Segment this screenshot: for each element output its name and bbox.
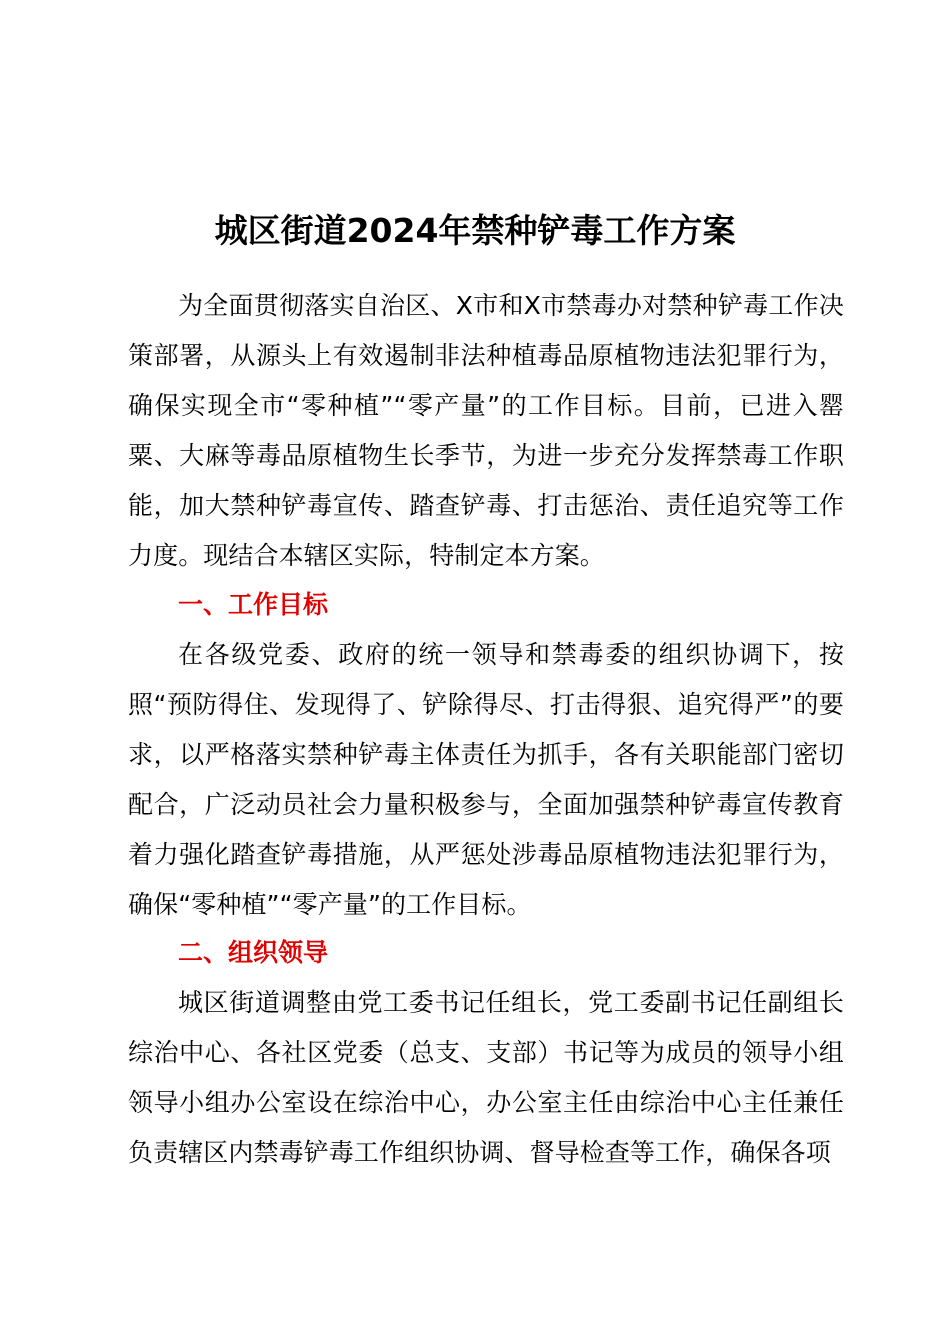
- intro-paragraph: 为全面贯彻落实自治区、X市和X市禁毒办对禁种铲毒工作决策部署，从源头上有效遏制非法种植毒品原植物违法犯罪行为，确保实现全市“零种植”“零产量”的工作目标。目前，已进入罂粟、大麻等毒品原植物生长季节，为进一步充分发挥禁毒工作职能，加大禁种铲毒宣传、踏查铲毒、打击惩治、责任追究等工作力度。现结合本辖区实际，特制定本方案。: [128, 291, 844, 570]
- work-goals-paragraph: 在各级党委、政府的统一领导和禁毒委的组织协调下，按照“预防得住、发现得了、铲除得尽、打击得狠、追究得严”的要求，以严格落实禁种铲毒主体责任为抓手，各有关职能部门密切配合，广泛动员社会力量积极参与，全面加强禁种铲毒宣传教育着力强化踏查铲毒措施，从严惩处涉毒品原植物违法犯罪行为，确保“零种植”“零产量”的工作目标。: [128, 640, 844, 919]
- section-heading-work-goals: 一、工作目标: [178, 590, 329, 619]
- organization-paragraph: 城区街道调整由党工委书记任组长，党工委副书记任副组长综治中心、各社区党委（总支、支部）书记等为成员的领导小组领导小组办公室设在综治中心，办公室主任由综治中心主任兼任负责辖区内禁毒铲毒工作组织协调、督导检查等工作，确保各项: [128, 988, 844, 1167]
- document-title: 城区街道2024年禁种铲毒工作方案: [214, 211, 736, 250]
- section-heading-organization: 二、组织领导: [178, 938, 329, 967]
